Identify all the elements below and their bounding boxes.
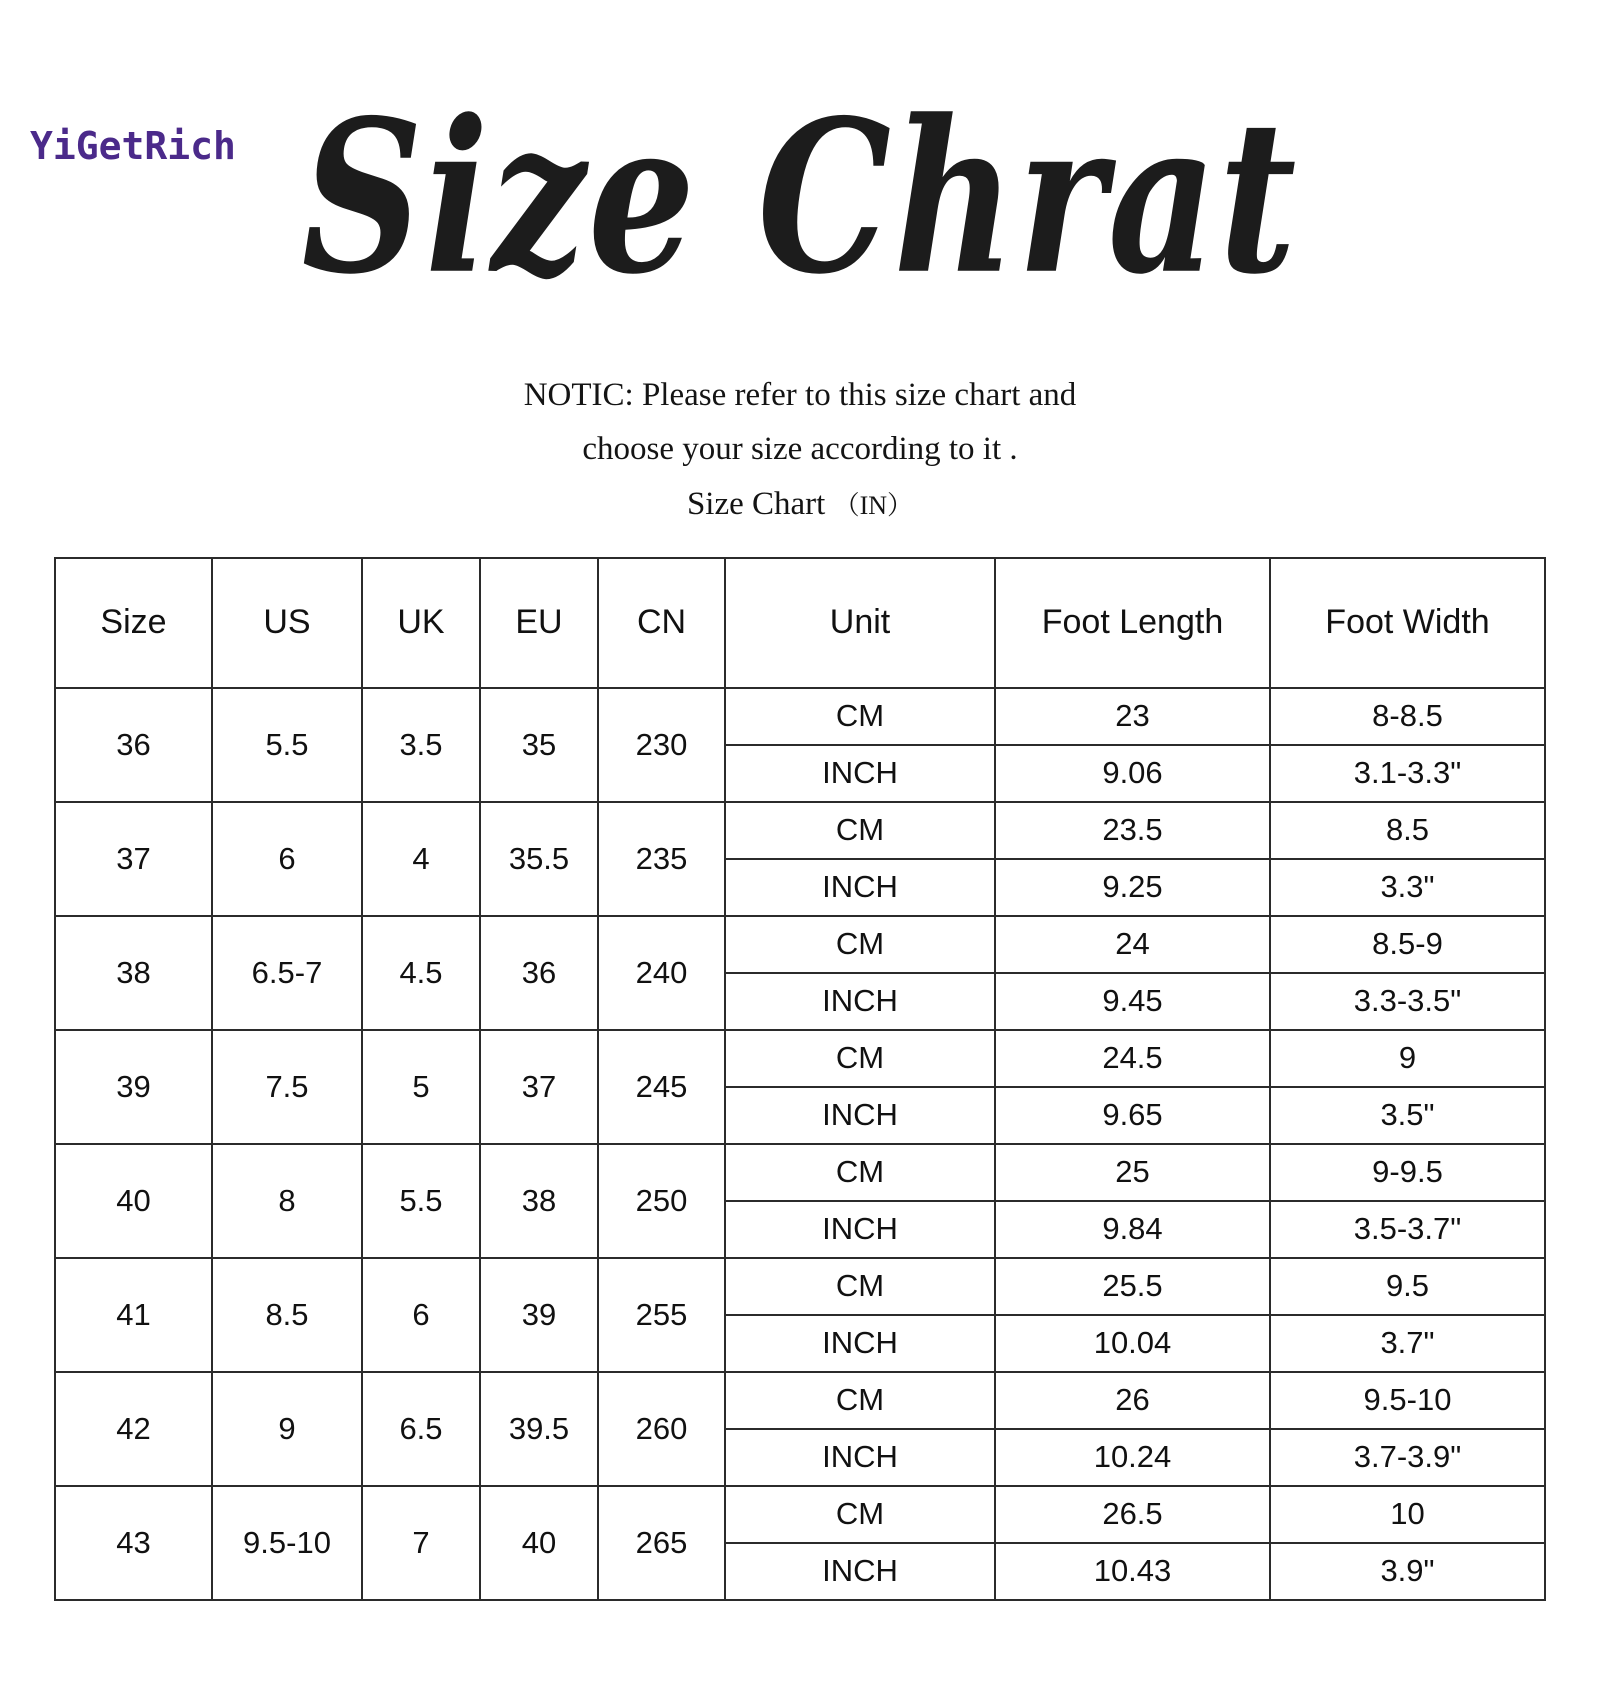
table-row (55, 916, 1545, 973)
subtitle (0, 485, 1600, 523)
table-row (55, 1372, 1545, 1429)
unit-cell: INCH (725, 1543, 995, 1600)
foot-length-cell: 26.5 (995, 1486, 1270, 1543)
unit-cell: CM (725, 1486, 995, 1543)
foot-width-cell: 3.7" (1270, 1315, 1545, 1372)
foot-length-cell: 25.5 (995, 1258, 1270, 1315)
unit-cell: INCH (725, 859, 995, 916)
size-cell: 39 (55, 1030, 212, 1144)
subtitle-unit: （IN） (833, 490, 914, 520)
us-cell: 9.5-10 (212, 1486, 362, 1600)
page-title: Size Chrat (301, 73, 1299, 321)
foot-width-cell: 10 (1270, 1486, 1545, 1543)
us-cell: 9 (212, 1372, 362, 1486)
foot-width-cell: 3.7-3.9" (1270, 1429, 1545, 1486)
foot-width-cell: 9.5-10 (1270, 1372, 1545, 1429)
notice-line-1: NOTIC: Please refer to this size chart and (523, 377, 1077, 413)
foot-length-cell: 9.45 (995, 973, 1270, 1030)
cn-cell: 255 (598, 1258, 725, 1372)
eu-cell: 37 (480, 1030, 598, 1144)
size-chart-table (54, 557, 1546, 1601)
unit-cell: INCH (725, 1201, 995, 1258)
us-cell: 5.5 (212, 688, 362, 802)
unit-cell: CM (725, 1258, 995, 1315)
cn-cell: 230 (598, 688, 725, 802)
uk-cell: 5.5 (362, 1144, 480, 1258)
unit-cell: INCH (725, 745, 995, 802)
unit-cell: CM (725, 1372, 995, 1429)
foot-length-cell: 24.5 (995, 1030, 1270, 1087)
eu-cell: 38 (480, 1144, 598, 1258)
cn-cell: 235 (598, 802, 725, 916)
header-foot-length: Foot Length (995, 558, 1270, 688)
table-header-row (55, 558, 1545, 688)
size-cell: 43 (55, 1486, 212, 1600)
us-cell: 6 (212, 802, 362, 916)
unit-cell: CM (725, 688, 995, 745)
eu-cell: 39.5 (480, 1372, 598, 1486)
us-cell: 8 (212, 1144, 362, 1258)
uk-cell: 7 (362, 1486, 480, 1600)
size-cell: 36 (55, 688, 212, 802)
uk-cell: 6.5 (362, 1372, 480, 1486)
table-row (55, 688, 1545, 745)
header-us: US (212, 558, 362, 688)
foot-length-cell: 10.04 (995, 1315, 1270, 1372)
table-row (55, 802, 1545, 859)
notice-text (0, 368, 1600, 477)
cn-cell: 250 (598, 1144, 725, 1258)
foot-length-cell: 9.84 (995, 1201, 1270, 1258)
cn-cell: 260 (598, 1372, 725, 1486)
foot-width-cell: 3.3" (1270, 859, 1545, 916)
header-uk: UK (362, 558, 480, 688)
foot-length-cell: 25 (995, 1144, 1270, 1201)
header-unit: Unit (725, 558, 995, 688)
foot-width-cell: 9.5 (1270, 1258, 1545, 1315)
cn-cell: 240 (598, 916, 725, 1030)
table-row (55, 1144, 1545, 1201)
eu-cell: 35.5 (480, 802, 598, 916)
size-cell: 41 (55, 1258, 212, 1372)
unit-cell: INCH (725, 1315, 995, 1372)
foot-width-cell: 3.1-3.3" (1270, 745, 1545, 802)
foot-length-cell: 23 (995, 688, 1270, 745)
header-cn: CN (598, 558, 725, 688)
unit-cell: INCH (725, 1087, 995, 1144)
table-row (55, 1030, 1545, 1087)
size-cell: 37 (55, 802, 212, 916)
size-cell: 40 (55, 1144, 212, 1258)
foot-width-cell: 3.9" (1270, 1543, 1545, 1600)
foot-width-cell: 8.5-9 (1270, 916, 1545, 973)
table-row (55, 1258, 1545, 1315)
us-cell: 8.5 (212, 1258, 362, 1372)
foot-length-cell: 26 (995, 1372, 1270, 1429)
size-cell: 38 (55, 916, 212, 1030)
cn-cell: 265 (598, 1486, 725, 1600)
header-size: Size (55, 558, 212, 688)
unit-cell: INCH (725, 973, 995, 1030)
foot-length-cell: 9.06 (995, 745, 1270, 802)
unit-cell: CM (725, 1144, 995, 1201)
foot-length-cell: 10.24 (995, 1429, 1270, 1486)
foot-width-cell: 3.5-3.7" (1270, 1201, 1545, 1258)
foot-width-cell: 8.5 (1270, 802, 1545, 859)
unit-cell: INCH (725, 1429, 995, 1486)
uk-cell: 4.5 (362, 916, 480, 1030)
uk-cell: 5 (362, 1030, 480, 1144)
foot-width-cell: 8-8.5 (1270, 688, 1545, 745)
foot-length-cell: 23.5 (995, 802, 1270, 859)
table-row (55, 1486, 1545, 1543)
foot-length-cell: 9.65 (995, 1087, 1270, 1144)
foot-length-cell: 10.43 (995, 1543, 1270, 1600)
brand-logo: YiGetRich (30, 124, 236, 168)
cn-cell: 245 (598, 1030, 725, 1144)
us-cell: 7.5 (212, 1030, 362, 1144)
unit-cell: CM (725, 802, 995, 859)
foot-width-cell: 9 (1270, 1030, 1545, 1087)
uk-cell: 3.5 (362, 688, 480, 802)
eu-cell: 40 (480, 1486, 598, 1600)
foot-width-cell: 9-9.5 (1270, 1144, 1545, 1201)
header-eu: EU (480, 558, 598, 688)
unit-cell: CM (725, 1030, 995, 1087)
uk-cell: 4 (362, 802, 480, 916)
foot-width-cell: 3.5" (1270, 1087, 1545, 1144)
foot-length-cell: 24 (995, 916, 1270, 973)
eu-cell: 36 (480, 916, 598, 1030)
notice-line-2: choose your size according to it . (582, 431, 1018, 468)
subtitle-text: Size Chart (686, 485, 826, 522)
eu-cell: 35 (480, 688, 598, 802)
header-foot-width: Foot Width (1270, 558, 1545, 688)
eu-cell: 39 (480, 1258, 598, 1372)
foot-length-cell: 9.25 (995, 859, 1270, 916)
table-body (55, 688, 1545, 1600)
foot-width-cell: 3.3-3.5" (1270, 973, 1545, 1030)
size-cell: 42 (55, 1372, 212, 1486)
uk-cell: 6 (362, 1258, 480, 1372)
us-cell: 6.5-7 (212, 916, 362, 1030)
unit-cell: CM (725, 916, 995, 973)
